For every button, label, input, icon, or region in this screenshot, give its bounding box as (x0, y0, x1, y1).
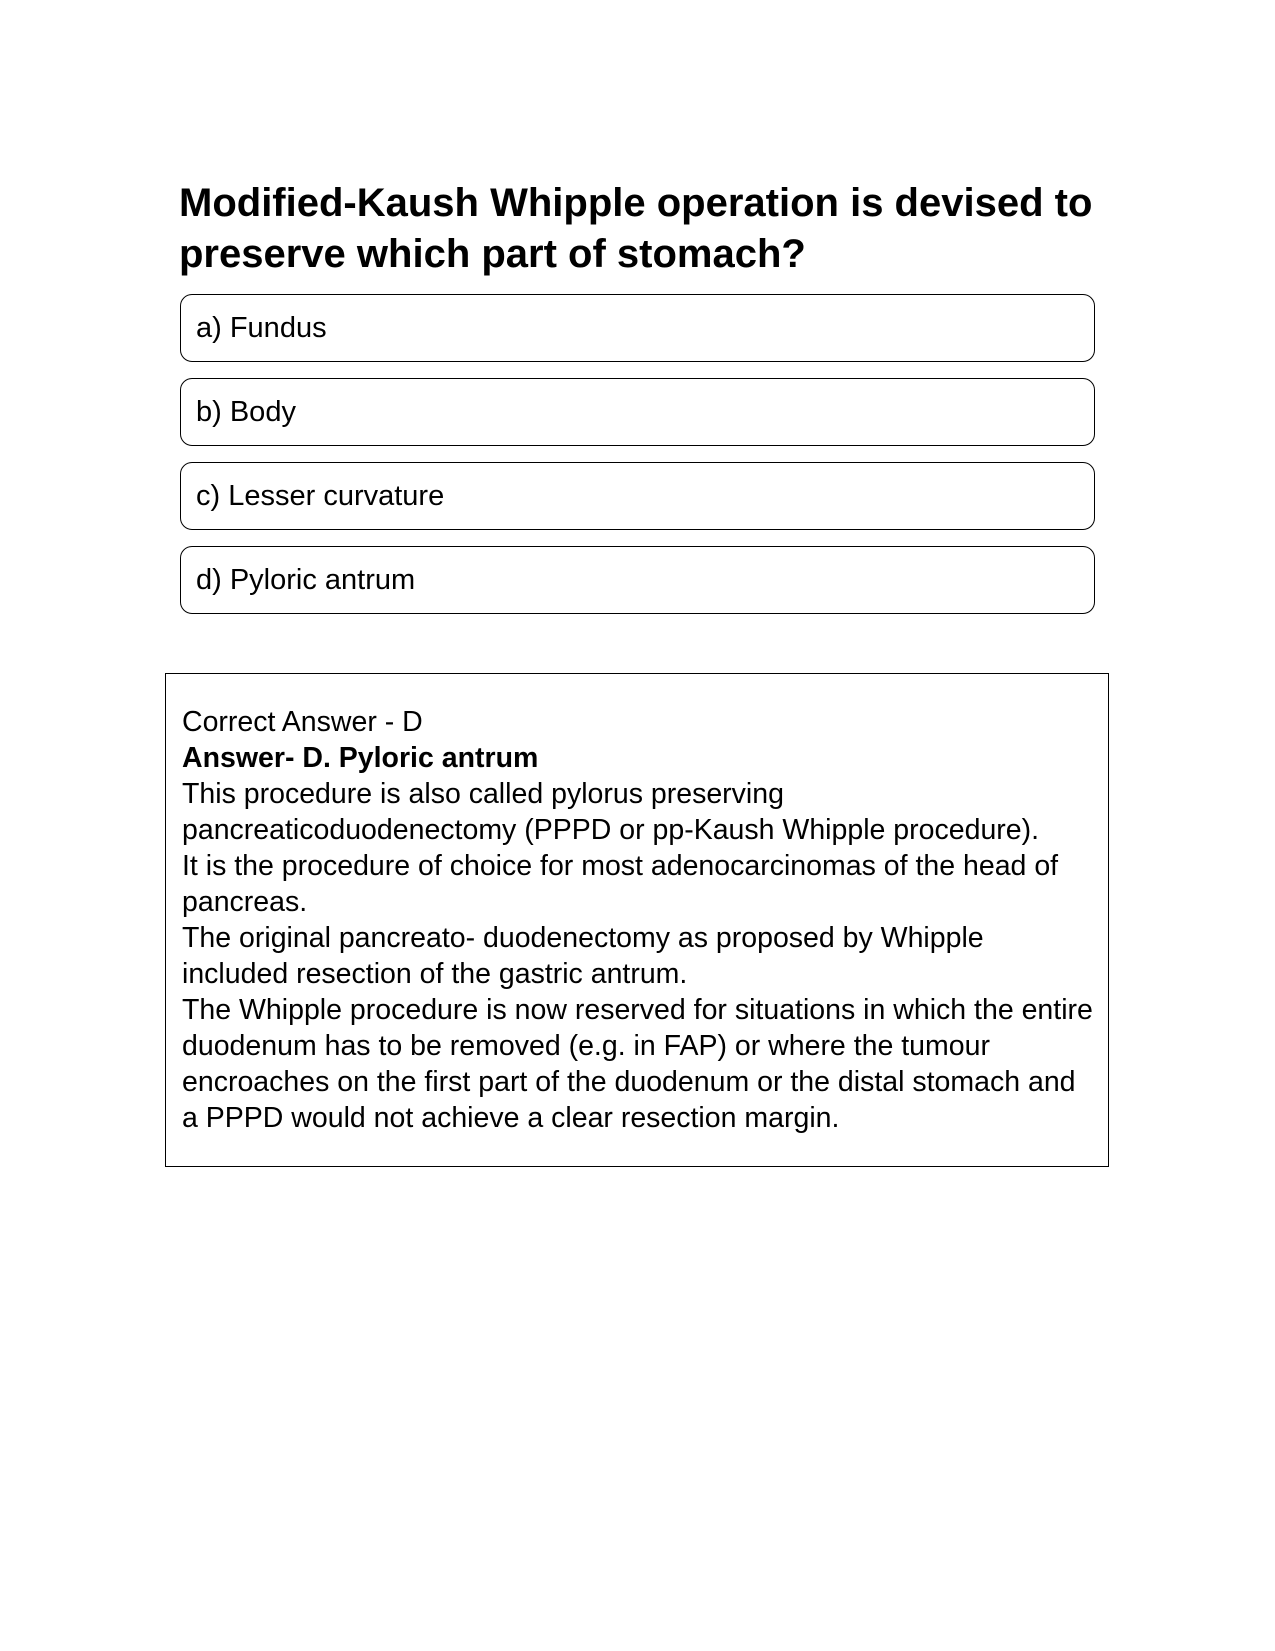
question-title: Modified-Kaush Whipple operation is devised to preserve which part of stomach? (179, 181, 1093, 276)
answer-heading: Answer- D. Pyloric antrum (182, 742, 539, 774)
explanation-paragraph-2: It is the procedure of choice for most adenocarcinomas of the head of pancreas. (182, 850, 1059, 918)
correct-answer-line: Correct Answer - D (182, 706, 423, 738)
option-d[interactable]: d) Pyloric antrum (180, 546, 1095, 614)
explanation-paragraph-4: The Whipple procedure is now reserved for situations in which the entire duodenum has to be removed (e.g. in FAP) or where the tumour encroaches on the first part of the duodenum or the distal stomach and a PPPD would not achieve a clear resection margin. (182, 994, 1093, 1134)
option-a[interactable]: a) Fundus (180, 294, 1095, 362)
answer-explanation-box (165, 673, 1109, 1167)
explanation-paragraph-1: This procedure is also called pylorus preserving pancreaticoduodenectomy (PPPD or pp-Kaush Whipple procedure). (182, 778, 1040, 846)
explanation-paragraph-3: The original pancreato- duodenectomy as proposed by Whipple included resection of the gastric antrum. (182, 922, 984, 990)
option-c[interactable]: c) Lesser curvature (180, 462, 1095, 530)
answer-options (180, 294, 1095, 630)
option-b[interactable]: b) Body (180, 378, 1095, 446)
